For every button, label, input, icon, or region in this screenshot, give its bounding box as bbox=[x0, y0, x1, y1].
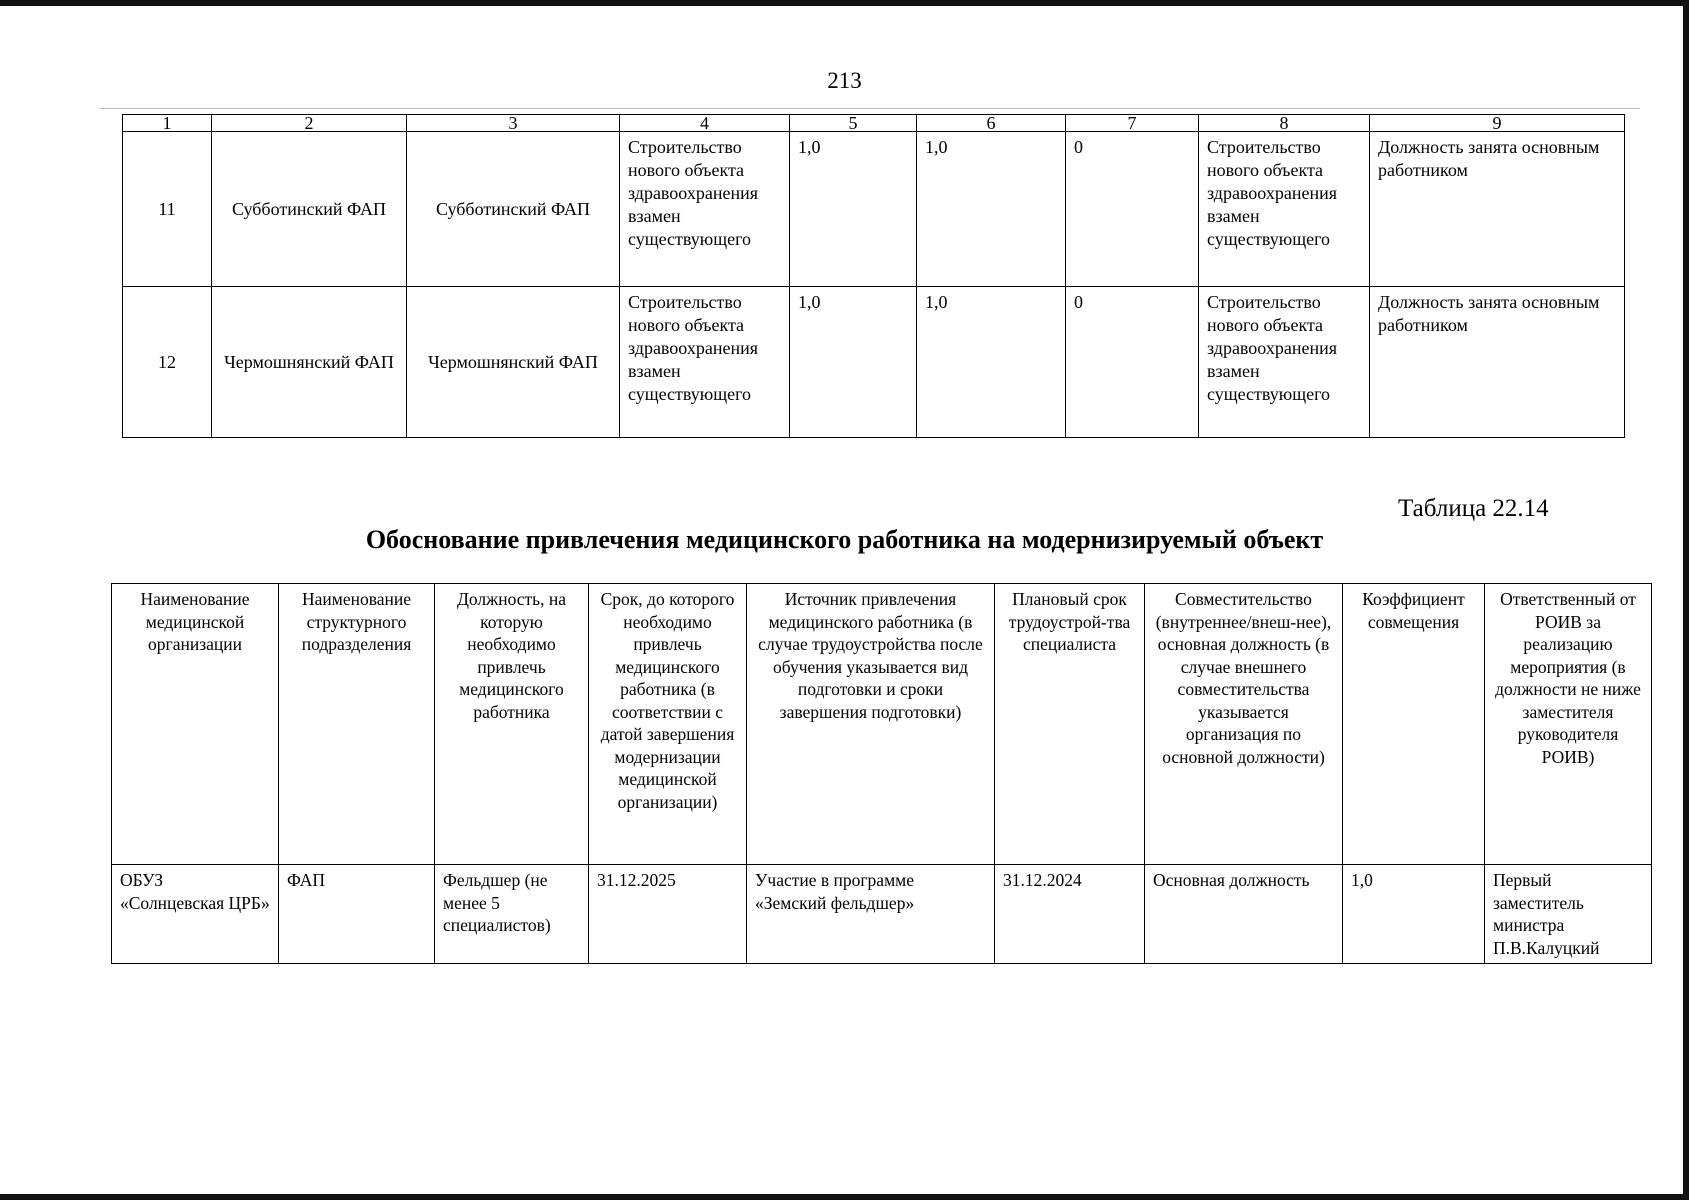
column-header: Наименование структурного подразделения bbox=[279, 584, 435, 865]
table-header-row bbox=[112, 584, 1652, 865]
staffing-table bbox=[111, 583, 1652, 964]
table-title: Обоснование привлечения медицинского работника на модернизируемый объект bbox=[365, 525, 1324, 554]
column-header: 7 bbox=[1066, 115, 1199, 132]
status-cell: Должность занята основным работником bbox=[1370, 132, 1625, 287]
column-header: 4 bbox=[620, 115, 790, 132]
column-header: Должность, на которую необходимо привлечь медицинского работника bbox=[435, 584, 589, 865]
column-header: 6 bbox=[917, 115, 1066, 132]
status-cell: Должность занята основным работником bbox=[1370, 287, 1625, 438]
column-header: Ответственный от РОИВ за реализацию мероприятия (в должности не ниже заместителя руководителя РОИВ) bbox=[1485, 584, 1652, 865]
column-header: 8 bbox=[1199, 115, 1370, 132]
source-cell: Участие в программе «Земский фельдшер» bbox=[747, 865, 995, 964]
table-label: Таблица 22.14 bbox=[1398, 495, 1549, 522]
value-cell: 1,0 bbox=[917, 132, 1066, 287]
column-header: Наименование медицинской организации bbox=[112, 584, 279, 865]
subdivision-cell: ФАП bbox=[279, 865, 435, 964]
column-header: Совместительство (внутреннее/внеш-нее), основная должность (в случае внешнего совместительства указывается организация по основной должности) bbox=[1145, 584, 1343, 865]
column-header: 2 bbox=[212, 115, 407, 132]
column-header: 1 bbox=[123, 115, 212, 132]
action-cell: Строительство нового объекта здравоохранения взамен существующего bbox=[1199, 132, 1370, 287]
organization-cell: Субботинский ФАП bbox=[212, 132, 407, 287]
value-cell: 1,0 bbox=[917, 287, 1066, 438]
page-border-top bbox=[0, 0, 1689, 6]
responsible-cell: Первый заместитель министра П.В.Калуцкий bbox=[1485, 865, 1652, 964]
facility-table bbox=[122, 114, 1625, 438]
table-row bbox=[123, 287, 1625, 438]
table-header-row bbox=[123, 115, 1625, 132]
row-number: 12 bbox=[123, 287, 212, 438]
column-header: 3 bbox=[407, 115, 620, 132]
value-cell: 0 bbox=[1066, 287, 1199, 438]
coefficient-cell: 1,0 bbox=[1343, 865, 1485, 964]
column-header: 5 bbox=[790, 115, 917, 132]
column-header: Коэффициент совмещения bbox=[1343, 584, 1485, 865]
organization-cell: ОБУЗ «Солнцевская ЦРБ» bbox=[112, 865, 279, 964]
column-header: Источник привлечения медицинского работника (в случае трудоустройства после обучения указывается вид подготовки и сроки завершения подготовки) bbox=[747, 584, 995, 865]
column-header: 9 bbox=[1370, 115, 1625, 132]
position-cell: Фельдшер (не менее 5 специалистов) bbox=[435, 865, 589, 964]
planned-date-cell: 31.12.2024 bbox=[995, 865, 1145, 964]
value-cell: 0 bbox=[1066, 132, 1199, 287]
column-header: Плановый срок трудоустрой-тва специалиста bbox=[995, 584, 1145, 865]
subdivision-cell: Чермошнянский ФАП bbox=[407, 287, 620, 438]
action-cell: Строительство нового объекта здравоохранения взамен существующего bbox=[1199, 287, 1370, 438]
value-cell: 1,0 bbox=[790, 132, 917, 287]
action-cell: Строительство нового объекта здравоохранения взамен существующего bbox=[620, 132, 790, 287]
deadline-cell: 31.12.2025 bbox=[589, 865, 747, 964]
divider bbox=[100, 108, 1640, 109]
page-number: 213 bbox=[827, 68, 862, 93]
action-cell: Строительство нового объекта здравоохранения взамен существующего bbox=[620, 287, 790, 438]
row-number: 11 bbox=[123, 132, 212, 287]
organization-cell: Чермошнянский ФАП bbox=[212, 287, 407, 438]
table-row bbox=[112, 865, 1652, 964]
page-border-bottom bbox=[0, 1194, 1689, 1200]
subdivision-cell: Субботинский ФАП bbox=[407, 132, 620, 287]
employment-type-cell: Основная должность bbox=[1145, 865, 1343, 964]
table-row bbox=[123, 132, 1625, 287]
page-border-right bbox=[1683, 0, 1689, 1200]
value-cell: 1,0 bbox=[790, 287, 917, 438]
column-header: Срок, до которого необходимо привлечь медицинского работника (в соответствии с датой завершения модернизации медицинской организации) bbox=[589, 584, 747, 865]
